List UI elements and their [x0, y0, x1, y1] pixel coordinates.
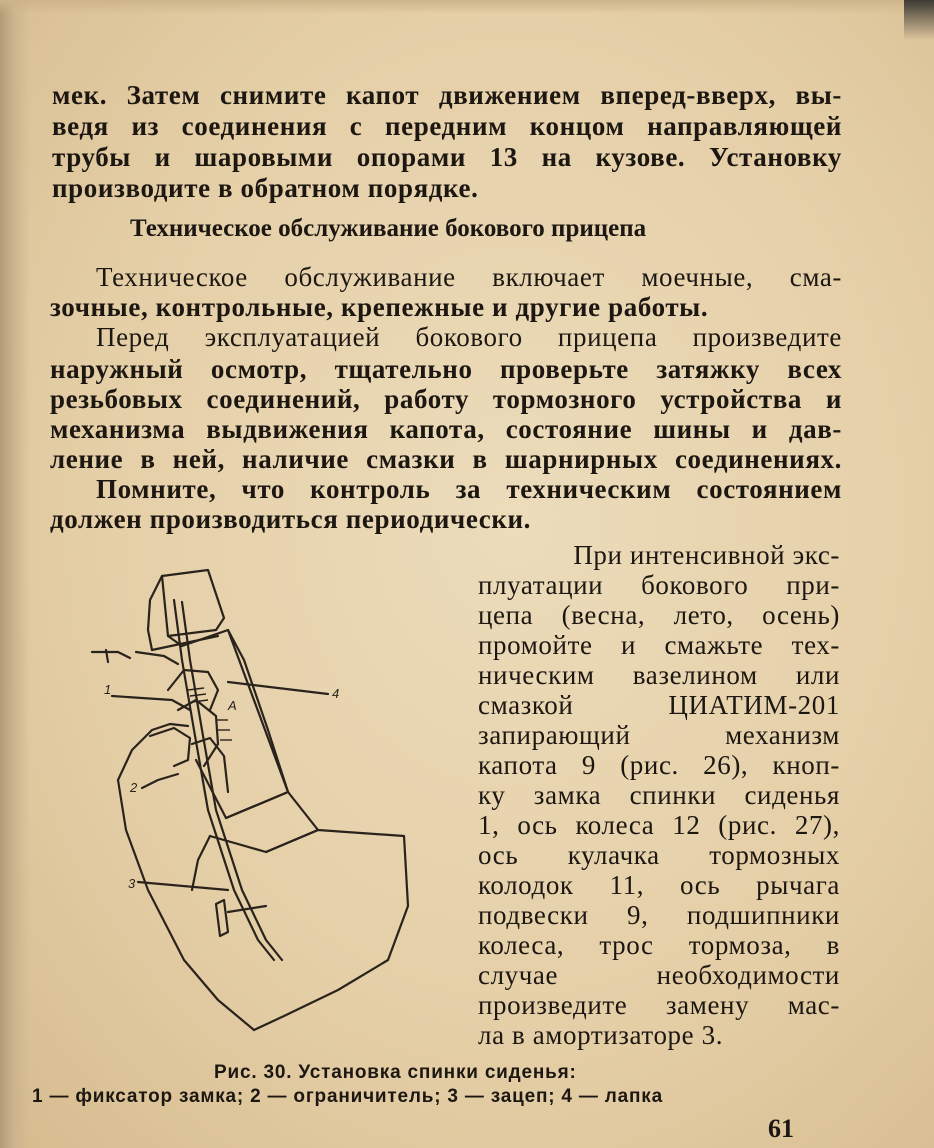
- text-line: должен производиться периодически.: [50, 504, 531, 534]
- text-line: ку замка спинки сиденья: [478, 780, 840, 810]
- text-line: произведите замену мас-: [478, 990, 840, 1020]
- text-line: зочные, контрольные, крепежные и другие работы.: [50, 292, 709, 322]
- seat-back-drawing: [78, 560, 438, 1050]
- figure-label-4: 4: [332, 686, 340, 701]
- text-line: колеса, трос тормоза, в: [478, 930, 840, 960]
- text-line: ось кулачка тормозных: [478, 840, 840, 870]
- page-right-corner-shadow: [904, 0, 934, 40]
- text-line: 1, ось колеса 12 (рис. 27),: [478, 810, 840, 840]
- text-line: Помните, что контроль за техническим состоянием: [96, 474, 842, 504]
- seat-back-figure: [78, 560, 438, 1050]
- figure-label-2: 2: [130, 780, 138, 795]
- text-line: Перед эксплуатацией бокового прицепа произведите: [96, 322, 842, 352]
- text-line: ла в амортизаторе 3.: [478, 1020, 724, 1050]
- text-line: ведя из соединения с передним концом направляющей: [52, 111, 842, 141]
- text-line: резьбовых соединений, работу тормозного устройства и: [50, 384, 842, 414]
- text-line: механизма выдвижения капота, состояние шины и дав-: [50, 414, 842, 444]
- section-heading: Техническое обслуживание бокового прицепа: [130, 215, 647, 242]
- text-line: капота 9 (рис. 26), кноп-: [478, 750, 840, 780]
- figure-label-3: 3: [128, 876, 136, 891]
- text-line: колодок 11, ось рычага: [478, 870, 840, 900]
- page-number: 61: [768, 1114, 794, 1143]
- text-line: производите в обратном порядке.: [52, 173, 479, 203]
- text-line: плуатации бокового при-: [478, 570, 840, 600]
- text-line: ническим вазелином или: [478, 660, 840, 690]
- figure-label-1: 1: [104, 682, 112, 697]
- text-line: ление в ней, наличие смазки в шарнирных соединениях.: [50, 444, 842, 474]
- text-line: запирающий механизм: [478, 720, 840, 750]
- text-line: трубы и шаровыми опорами 13 на кузове. Установку: [52, 142, 842, 172]
- text-line: цепа (весна, лето, осень): [478, 600, 840, 630]
- text-line: Техническое обслуживание включает моечные, сма-: [96, 262, 842, 292]
- text-line: смазкой ЦИАТИМ-201: [478, 690, 840, 720]
- text-line: промойте и смажьте тех-: [478, 630, 840, 660]
- figure-caption-title: Рис. 30. Установка спинки сиденья:: [214, 1062, 577, 1083]
- figure-label-a: А: [228, 698, 237, 713]
- text-line: наружный осмотр, тщательно проверьте затяжку всех: [50, 354, 842, 384]
- text-line: мек. Затем снимите капот движением вперед-вверх, вы-: [52, 80, 842, 110]
- figure-caption-legend: 1 — фиксатор замка; 2 — ограничитель; 3 — зацеп; 4 — лапка: [32, 1086, 663, 1107]
- page-left-edge-shadow: [0, 0, 30, 1148]
- page-top-edge-shadow: [0, 0, 934, 14]
- text-line: случае необходимости: [478, 960, 840, 990]
- text-line: При интенсивной экс-: [573, 540, 840, 570]
- text-line: подвески 9, подшипники: [478, 900, 840, 930]
